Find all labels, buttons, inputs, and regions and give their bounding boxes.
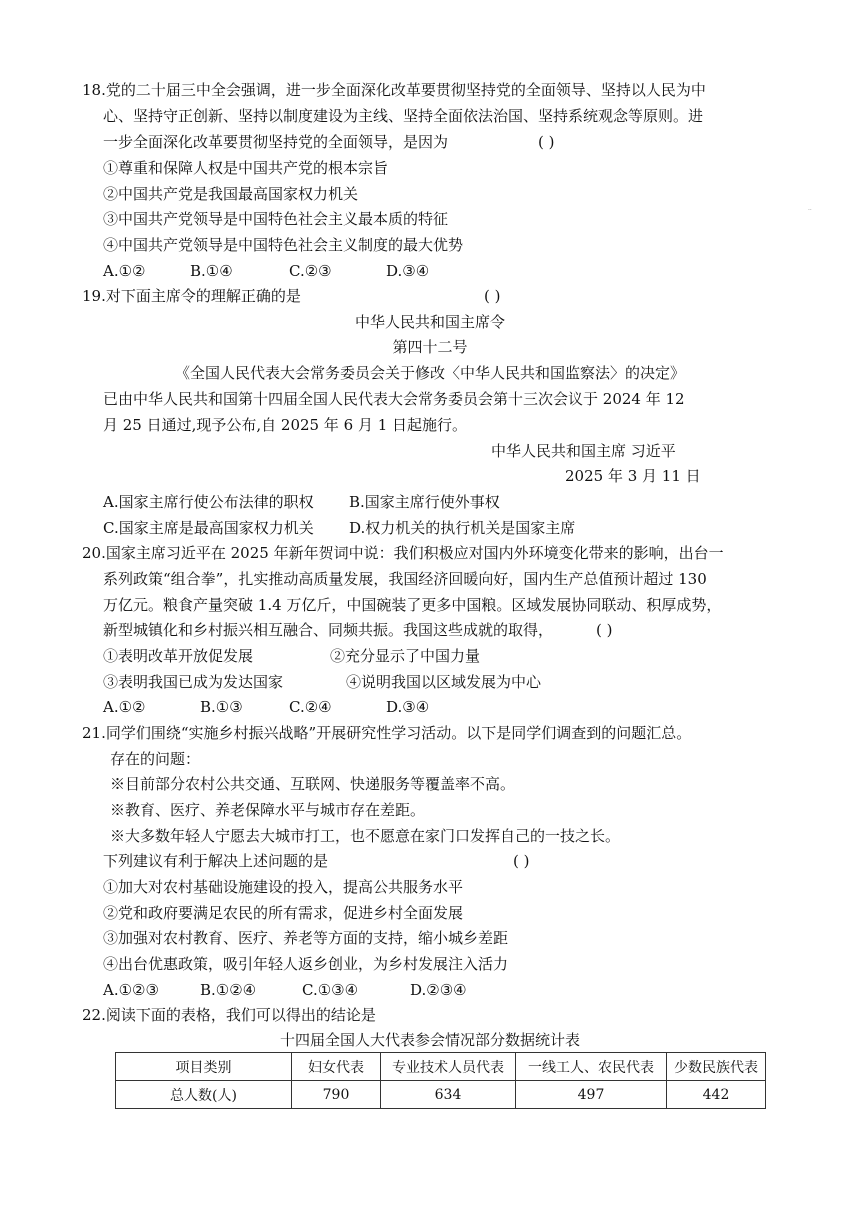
q19-order-title: 中华人民共和国主席令	[354, 313, 505, 331]
q21-item-4: ④出台优惠政策，吸引年轻人返乡创业，为乡村发展注入活力	[103, 955, 509, 973]
q18-stem-line-2: 心、坚持守正创新、坚持以制度建设为主线、坚持全面依法治国、坚持系统观念等原则。进	[103, 107, 704, 125]
table-header-cell: 一线工人、农民代表	[516, 1053, 667, 1081]
q20-option-a: A.①②	[103, 698, 146, 716]
q20-option-c: C.②④	[289, 698, 332, 716]
q18-item-1: ①尊重和保障人权是中国共产党的根本宗旨	[103, 159, 389, 177]
q19-date: 2025 年 3 月 11 日	[565, 467, 701, 485]
q20-item-1: ①表明改革开放促发展	[103, 647, 254, 665]
q21-item-3: ③加强对农村教育、医疗、养老等方面的支持，缩小城乡差距	[103, 929, 509, 947]
q20-item-4: ④说明我国以区域发展为中心	[346, 673, 542, 691]
table-cell: 442	[667, 1081, 766, 1109]
table-cell: 790	[292, 1081, 381, 1109]
q19-option-a: A.国家主席行使公布法律的职权	[103, 493, 314, 511]
q21-issue-2: ※教育、医疗、养老保障水平与城市存在差距。	[110, 801, 426, 819]
q18-option-a: A.①②	[103, 262, 146, 280]
table-cell: 497	[516, 1081, 667, 1109]
q19-option-b: B.国家主席行使外事权	[349, 493, 500, 511]
q19-answer-bracket: ( )	[484, 287, 501, 305]
q19-option-d: D.权力机关的执行机关是国家主席	[349, 519, 576, 537]
q21-option-b: B.①②④	[200, 981, 257, 999]
q19-option-c: C.国家主席是最高国家权力机关	[103, 519, 314, 537]
q21-issues-title: 存在的问题：	[110, 750, 201, 768]
q21-option-c: C.①③④	[302, 981, 359, 999]
q18-option-c: C.②③	[289, 262, 332, 280]
q20-item-3: ③表明我国已成为发达国家	[103, 673, 284, 691]
q22-stem: 22.阅读下面的表格，我们可以得出的结论是	[82, 1006, 376, 1024]
q21-stem: 21.同学们围绕“实施乡村振兴战略”开展研究性学习活动。以下是同学们调查到的问题汇总。	[82, 724, 692, 742]
q20-stem-line-1: 20.国家主席习近平在 2025 年新年贺词中说：我们积极应对国内外环境变化带来的影响，出台一	[82, 544, 724, 562]
q20-stem-line-2: 系列政策“组合拳”，扎实推动高质量发展，我国经济回暖向好，国内生产总值预计超过 130	[103, 570, 707, 588]
q19-order-number: 第四十二号	[392, 338, 468, 356]
q20-option-d: D.③④	[386, 698, 430, 716]
table-cell: 634	[381, 1081, 516, 1109]
q22-stats-table	[115, 1052, 766, 1109]
q20-answer-bracket: ( )	[596, 621, 613, 639]
table-header-cell: 妇女代表	[292, 1053, 381, 1081]
q20-stem-line-3: 万亿元。粮食产量突破 1.4 万亿斤，中国碗装了更多中国粮。区域发展协同联动、积厚成势，	[103, 596, 722, 614]
q19-stem: 19.对下面主席令的理解正确的是	[82, 287, 301, 305]
q21-item-2: ②党和政府要满足农民的所有需求，促进乡村全面发展	[103, 904, 464, 922]
table-row	[116, 1081, 766, 1109]
table-header-cell: 项目类别	[116, 1053, 292, 1081]
q21-issue-1: ※目前部分农村公共交通、互联网、快递服务等覆盖率不高。	[110, 775, 516, 793]
q21-answer-bracket: ( )	[513, 852, 530, 870]
q21-option-d: D.②③④	[410, 981, 467, 999]
q18-option-d: D.③④	[386, 262, 430, 280]
scan-mark: ..	[808, 205, 812, 212]
q19-signature: 中华人民共和国主席 习近平	[491, 442, 676, 460]
q18-item-4: ④中国共产党领导是中国特色社会主义制度的最大优势	[103, 236, 464, 254]
q21-question: 下列建议有利于解决上述问题的是	[103, 852, 329, 870]
q18-option-b: B.①④	[190, 262, 233, 280]
q21-option-a: A.①②③	[103, 981, 159, 999]
q22-table-title: 十四届全国人大代表参会情况部分数据统计表	[279, 1031, 580, 1049]
q20-option-b: B.①③	[200, 698, 243, 716]
q19-body-line-2: 月 25 日通过,现予公布,自 2025 年 6 月 1 日起施行。	[103, 416, 468, 434]
table-cell: 总人数(人)	[116, 1081, 292, 1109]
q18-stem-line-1: 18.党的二十届三中全会强调，进一步全面深化改革要贯彻坚持党的全面领导、坚持以人民为中	[82, 81, 706, 99]
table-header-cell: 少数民族代表	[667, 1053, 766, 1081]
q21-issue-3: ※大多数年轻人宁愿去大城市打工，也不愿意在家门口发挥自己的一技之长。	[110, 827, 621, 845]
q21-item-1: ①加大对农村基础设施建设的投入，提高公共服务水平	[103, 878, 464, 896]
q20-stem-line-4: 新型城镇化和乡村振兴相互融合、同频共振。我国这些成就的取得，	[103, 621, 554, 639]
q18-item-2: ②中国共产党是我国最高国家权力机关	[103, 185, 359, 203]
q19-decision-title: 《全国人民代表大会常务委员会关于修改〈中华人民共和国监察法〉的决定》	[174, 364, 685, 382]
q18-answer-bracket: ( )	[538, 133, 555, 151]
q18-stem-line-3: 一步全面深化改革要贯彻坚持党的全面领导，是因为	[103, 133, 449, 151]
table-header-row	[116, 1053, 766, 1081]
q18-item-3: ③中国共产党领导是中国特色社会主义最本质的特征	[103, 210, 449, 228]
table-header-cell: 专业技术人员代表	[381, 1053, 516, 1081]
q19-body-line-1: 已由中华人民共和国第十四届全国人民代表大会常务委员会第十三次会议于 2024 年 12	[103, 390, 685, 408]
q20-item-2: ②充分显示了中国力量	[330, 647, 481, 665]
